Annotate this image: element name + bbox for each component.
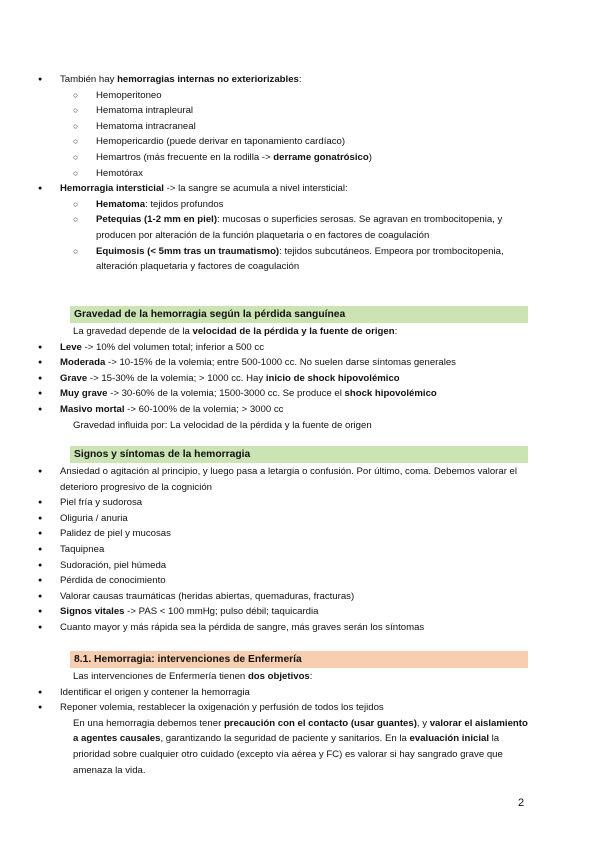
list-item: ● Signos vitales -> PAS < 100 mmHg; pulso débil; taquicardia <box>36 604 534 620</box>
list-item: ● Grave -> 15-30% de la volemia; > 1000 cc. Hay inicio de shock hipovolémico <box>36 371 600 387</box>
list-item: ● Hemorragia intersticial -> la sangre se acumula a nivel intersticial: ○ Hematoma: tejidos profundos ○ Petequias (1-2 mm en piel): mucosas o superficies serosas. Se agravan en trombocitopenia, y producen por alteración de la función plaquetaria o en factores de coagulación ○ Equimosis (< 5mm tras un traumatismo): tejidos subcutáneos. Empeora por trombocitopenia, alteración plaquetaria y factores de coagulación <box>36 181 600 275</box>
list-item: ● Moderada -> 10-15% de la volemia; entre 500-1000 cc. No suelen darse síntomas generales <box>36 355 600 371</box>
list-item: ● Leve -> 10% del volumen total; inferior a 500 cc <box>36 340 600 356</box>
gravedad-list <box>0 340 600 418</box>
list-item: ○ Petequias (1-2 mm en piel): mucosas o superficies serosas. Se agravan en trombocitopenia, y producen por alteración de la función plaquetaria o en factores de coagulación <box>60 212 534 243</box>
list-item: ● Pérdida de conocimiento <box>36 573 534 589</box>
list-item: ● Palidez de piel y mucosas <box>36 526 534 542</box>
list-item: ● Muy grave -> 30-60% de la volemia; 1500-3000 cc. Se produce el shock hipovolémico <box>36 386 600 402</box>
list-item: ○ Hematoma intrapleural <box>60 103 600 119</box>
list-item: ● Piel fría y sudorosa <box>36 495 534 511</box>
list-item: ○ Hemotórax <box>60 166 600 182</box>
section-heading: 8.1. Hemorragia: intervenciones de Enfermería <box>70 651 528 668</box>
intervenciones-section <box>0 651 600 778</box>
section-heading: Signos y síntomas de la hemorragia <box>70 446 528 463</box>
signos-section <box>0 446 600 636</box>
list-item: ● También hay hemorragias internas no exteriorizables: ○ Hemoperitoneo ○ Hematoma intrapleural ○ Hematoma intracraneal ○ Hemopericardio (puede derivar en taponamiento cardíaco) ○ Hemartros (más frecuente en la rodilla -> derrame gonatrósico) ○ Hemotórax <box>36 72 600 181</box>
hemorragias-internas-block <box>0 72 600 275</box>
list-item: ○ Hemoperitoneo <box>60 88 600 104</box>
list-item: ○ Hematoma intracraneal <box>60 119 600 135</box>
list-item: ● Oliguria / anuria <box>36 511 534 527</box>
list-item: ○ Hemopericardio (puede derivar en taponamiento cardíaco) <box>60 134 600 150</box>
list-item: ● Taquipnea <box>36 542 534 558</box>
list-item: ● Sudoración, piel húmeda <box>36 558 534 574</box>
top-bullet-list <box>0 72 600 275</box>
gravedad-section <box>0 306 600 433</box>
list-item: ○ Hemartros (más frecuente en la rodilla -> derrame gonatrósico) <box>60 150 600 166</box>
list-item: ● Valorar causas traumáticas (heridas abiertas, quemaduras, fracturas) <box>36 589 534 605</box>
signos-list <box>0 464 600 636</box>
sub-bullet-list <box>60 197 600 275</box>
objetivos-list <box>0 685 600 716</box>
list-item: ○ Equimosis (< 5mm tras un traumatismo): tejidos subcutáneos. Empeora por trombocitopenia, alteración plaquetaria y factores de coagulación <box>60 244 534 275</box>
intervenciones-paragraph: En una hemorragia debemos tener precaución con el contacto (usar guantes), y valorar el aislamiento a agentes causales, garantizando la seguridad de paciente y sanitarios. En la evaluación inicial la prioridad sobre cualquier otro cuidado (excepto vía aérea y FC) es valorar si hay sangrado grave que amenaza la vida. <box>73 717 528 776</box>
list-item: ● Masivo mortal -> 60-100% de la volemia; > 3000 cc <box>36 402 600 418</box>
sub-bullet-list <box>60 88 600 182</box>
section-heading: Gravedad de la hemorragia según la pérdida sanguínea <box>70 306 528 323</box>
list-item: ● Identificar el origen y contener la hemorragia <box>36 685 600 701</box>
list-item: ● Reponer volemia, restablecer la oxigenación y perfusión de todos los tejidos <box>36 700 600 716</box>
page-number: 2 <box>518 797 525 809</box>
gravedad-note: Gravedad influida por: La velocidad de la pérdida y la fuente de origen <box>73 419 372 431</box>
list-item: ○ Hematoma: tejidos profundos <box>60 197 534 213</box>
intervenciones-intro: Las intervenciones de Enfermería tienen dos objetivos: <box>73 671 313 682</box>
list-item: ● Cuanto mayor y más rápida sea la pérdida de sangre, más graves serán los síntomas <box>36 620 534 636</box>
gravedad-intro: La gravedad depende de la velocidad de la pérdida y la fuente de origen: <box>73 326 398 337</box>
list-item: ● Ansiedad o agitación al principio, y luego pasa a letargia o confusión. Por último, coma. Debemos valorar el deterioro progresivo de la cognición <box>36 464 534 495</box>
